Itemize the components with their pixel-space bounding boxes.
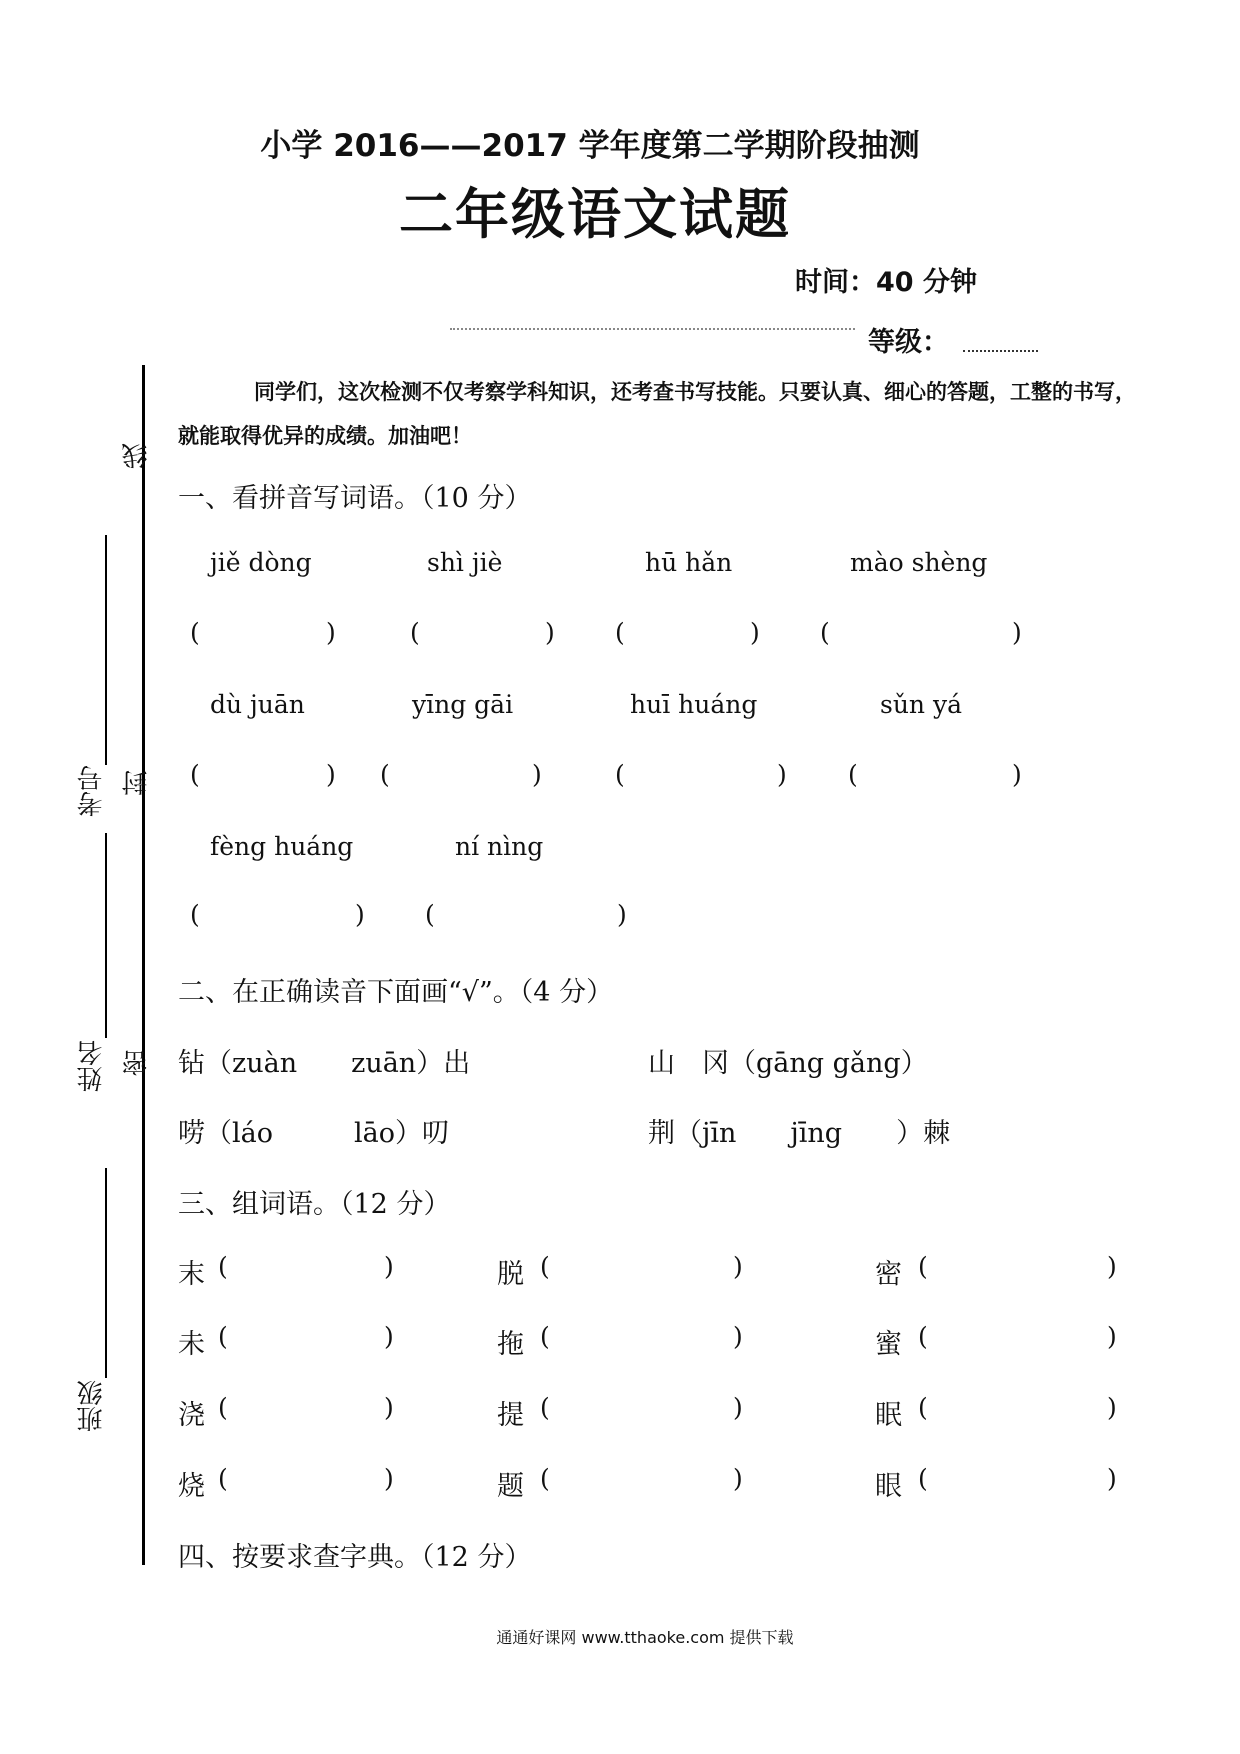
intro-paragraph: 同学们，这次检测不仅考察学科知识，还考查书写技能。只要认真、细心的答题，工整的书写，就能取得优异的成绩。加油吧！ <box>178 379 1136 448</box>
answer-blank[interactable]: ( <box>218 1322 228 1351</box>
q3-char: 眼 <box>875 1471 902 1502</box>
answer-blank-end: ) <box>545 618 555 647</box>
answer-blank[interactable]: ( <box>425 900 435 929</box>
pinyin-6: yīng gāi <box>412 690 514 719</box>
q3-char: 浇 <box>178 1400 205 1431</box>
answer-blank[interactable]: ( <box>918 1322 928 1351</box>
answer-blank-end: ) <box>777 760 787 789</box>
binding-xian: 线 <box>122 443 152 469</box>
answer-blank[interactable]: ( <box>540 1393 550 1422</box>
pinyin-9: fèng huáng <box>210 832 354 861</box>
q3-char: 烧 <box>178 1471 205 1502</box>
pinyin-4: mào shèng <box>850 548 988 577</box>
exam-title: 二年级语文试题 <box>399 183 791 246</box>
q2-item-3[interactable]: 唠（láo lāo）叨 <box>178 1118 449 1149</box>
answer-blank-end: ) <box>384 1252 394 1281</box>
q3-char: 末 <box>178 1259 205 1290</box>
answer-blank[interactable]: ( <box>218 1252 228 1281</box>
binding-mi: 密 <box>122 1050 152 1076</box>
q3-char: 未 <box>178 1329 205 1360</box>
banji-blank <box>105 1168 107 1378</box>
q3-char: 拖 <box>497 1329 524 1360</box>
answer-blank[interactable]: ( <box>918 1464 928 1493</box>
answer-blank[interactable]: ( <box>820 618 830 647</box>
q3-char: 脱 <box>497 1259 524 1290</box>
answer-blank[interactable]: ( <box>918 1252 928 1281</box>
q3-title: 三、组词语。（12 分） <box>178 1189 451 1220</box>
answer-blank-end: ) <box>532 760 542 789</box>
answer-blank-end: ) <box>1107 1252 1117 1281</box>
answer-blank[interactable]: ( <box>615 760 625 789</box>
answer-blank-end: ) <box>1107 1393 1117 1422</box>
answer-blank-end: ) <box>733 1464 743 1493</box>
q2-item-2[interactable]: 山 冈（gāng gǎng） <box>648 1048 928 1079</box>
pinyin-1: jiě dòng <box>210 548 312 577</box>
answer-blank[interactable]: ( <box>380 760 390 789</box>
dotted-divider <box>450 328 855 330</box>
kaohao-blank <box>105 535 107 765</box>
answer-blank[interactable]: ( <box>218 1464 228 1493</box>
q1-title: 一、看拼音写词语。（10 分） <box>178 483 532 514</box>
answer-blank[interactable]: ( <box>540 1322 550 1351</box>
answer-blank-end: ) <box>733 1252 743 1281</box>
answer-blank-end: ) <box>326 618 336 647</box>
q2-title: 二、在正确读音下面画“√”。（4 分） <box>178 977 614 1008</box>
answer-blank[interactable]: ( <box>540 1464 550 1493</box>
answer-blank-end: ) <box>1107 1322 1117 1351</box>
answer-blank-end: ) <box>1012 760 1022 789</box>
grade-blank <box>963 350 1038 352</box>
answer-blank[interactable]: ( <box>540 1252 550 1281</box>
q2-item-4[interactable]: 荆（jīn jīng ）棘 <box>648 1118 951 1149</box>
q3-char: 题 <box>497 1471 524 1502</box>
pinyin-5: dù juān <box>210 690 305 719</box>
answer-blank[interactable]: ( <box>190 760 200 789</box>
xingming-label: 姓名 <box>77 1040 107 1092</box>
answer-blank[interactable]: ( <box>190 900 200 929</box>
answer-blank[interactable]: ( <box>218 1393 228 1422</box>
answer-blank-end: ) <box>355 900 365 929</box>
kaohao-label: 考号 <box>77 765 107 817</box>
answer-blank-end: ) <box>384 1464 394 1493</box>
answer-blank-end: ) <box>617 900 627 929</box>
q3-char: 蜜 <box>875 1329 902 1360</box>
q3-char: 密 <box>875 1259 902 1290</box>
q3-char: 提 <box>497 1400 524 1431</box>
answer-blank-end: ) <box>733 1393 743 1422</box>
answer-blank[interactable]: ( <box>190 618 200 647</box>
banji-label: 班级 <box>77 1380 107 1432</box>
answer-blank-end: ) <box>326 760 336 789</box>
xingming-blank <box>105 833 107 1038</box>
exam-subtitle: 小学 2016——2017 学年度第二学期阶段抽测 <box>260 128 920 164</box>
q4-title: 四、按要求查字典。（12 分） <box>178 1542 532 1573</box>
answer-blank-end: ) <box>1107 1464 1117 1493</box>
pinyin-8: sǔn yá <box>880 690 963 719</box>
binding-line <box>142 365 145 1565</box>
answer-blank-end: ) <box>384 1393 394 1422</box>
answer-blank-end: ) <box>1012 618 1022 647</box>
pinyin-2: shì jiè <box>427 548 503 577</box>
q3-char: 眠 <box>875 1400 902 1431</box>
answer-blank-end: ) <box>384 1322 394 1351</box>
binding-feng: 封 <box>122 770 152 796</box>
pinyin-3: hū hǎn <box>645 548 733 577</box>
answer-blank-end: ) <box>733 1322 743 1351</box>
answer-blank[interactable]: ( <box>918 1393 928 1422</box>
pinyin-7: huī huáng <box>630 690 758 719</box>
answer-blank[interactable]: ( <box>848 760 858 789</box>
answer-blank-end: ) <box>750 618 760 647</box>
pinyin-10: ní nìng <box>455 832 544 861</box>
footer-credit: 通通好课网 www.tthaoke.com 提供下载 <box>496 1628 794 1647</box>
answer-blank[interactable]: ( <box>615 618 625 647</box>
q2-item-1[interactable]: 钻（zuàn zuān）出 <box>178 1048 471 1079</box>
exam-time: 时间：40 分钟 <box>795 267 977 298</box>
grade-label: 等级： <box>868 327 949 358</box>
answer-blank[interactable]: ( <box>410 618 420 647</box>
